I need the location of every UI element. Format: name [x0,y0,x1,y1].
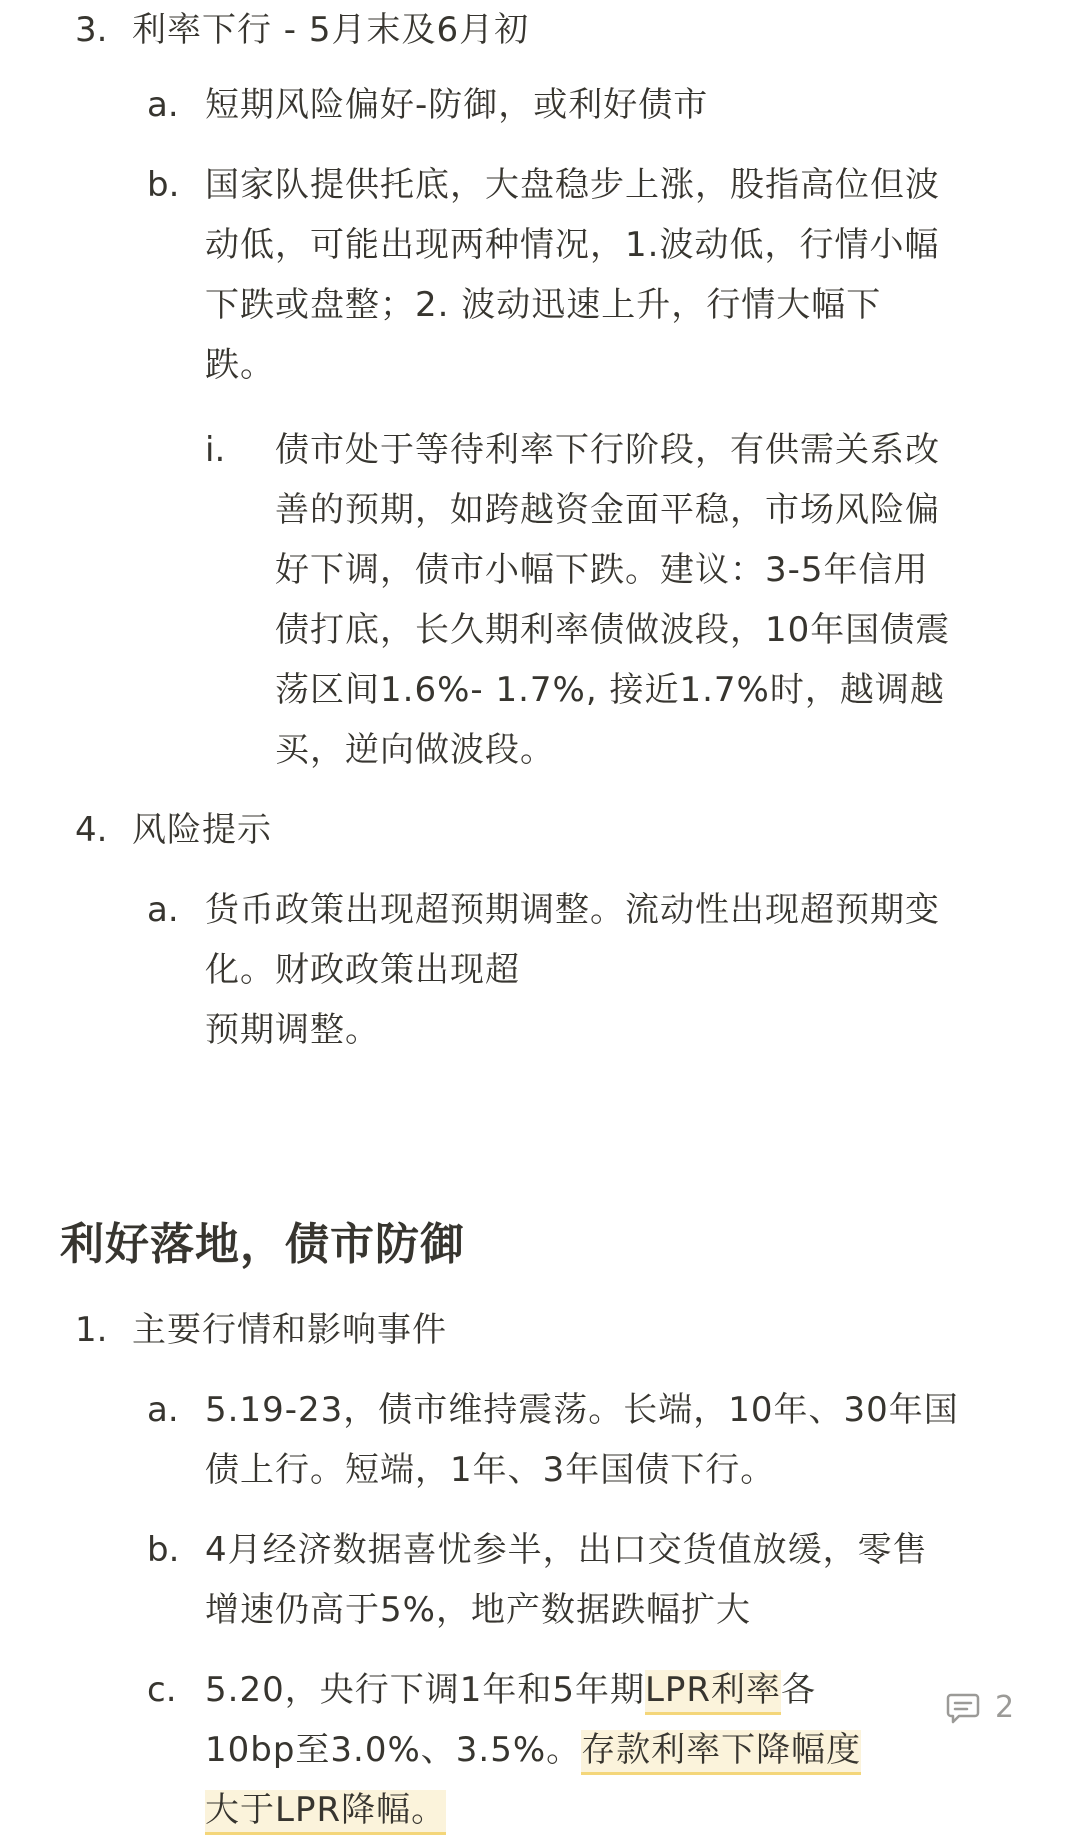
highlighted-text[interactable]: 大于LPR降幅。 [205,1790,446,1835]
list-item-text: 5.19-23，债市维持震荡。长端，10年、30年国 [205,1390,959,1430]
list-item-text: 4月经济数据喜忧参半，出口交货值放缓，零售 [205,1530,928,1570]
list-item-text: 好下调，债市小幅下跌。建议：3-5年信用 [275,550,929,590]
list-marker: c. [147,1670,177,1710]
comment-count: 2 [995,1690,1015,1725]
comment-badge[interactable] [945,1690,1014,1725]
list-item-text: 债打底，长久期利率债做波段，10年国债震 [275,610,951,650]
list-item-text: 债上行。短端，1年、3年国债下行。 [205,1450,776,1490]
list-item-text: 善的预期，如跨越资金面平稳，市场风险偏 [275,490,940,530]
list-marker: a. [147,1390,179,1430]
list-item-title: 利率下行 - 5月末及6月初 [132,10,530,50]
list-marker: b. [147,1530,180,1570]
list-item-text: 下跌或盘整；2. 波动迅速上升，行情大幅下 [205,285,882,325]
list-marker: a. [147,85,179,125]
list-item-text: 国家队提供托底，大盘稳步上涨，股指高位但波 [205,165,940,205]
list-item-text: 短期风险偏好-防御，或利好债市 [205,85,709,125]
list-item-text [205,1720,861,1780]
list-item-text: 荡区间1.6%- 1.7%, 接近1.7%时，越调越 [275,670,945,710]
list-marker: b. [147,165,180,205]
highlighted-text[interactable]: 存款利率下降幅度 [581,1730,861,1775]
list-item-text: 跌。 [205,345,275,385]
list-item-title: 主要行情和影响事件 [132,1310,447,1350]
list-item-text: 债市处于等待利率下行阶段，有供需关系改 [275,430,940,470]
list-item-text: 增速仍高于5%，地产数据跌幅扩大 [205,1590,751,1630]
list-marker: i. [205,430,226,470]
list-item-title: 风险提示 [132,810,272,850]
list-item-text: 动低，可能出现两种情况，1.波动低，行情小幅 [205,225,940,265]
list-item-text: 货币政策出现超预期调整。流动性出现超预期变 [205,890,940,930]
list-item-text: 预期调整。 [205,1010,380,1050]
list-number: 3. [75,10,108,50]
list-item-text [205,1660,816,1720]
list-marker: a. [147,890,179,930]
text-segment: 各 [781,1670,817,1710]
highlighted-text[interactable]: LPR利率 [645,1670,781,1715]
list-number: 1. [75,1310,108,1350]
text-segment: 5.20，央行下调1年和5年期 [205,1670,645,1710]
list-item-text: 买，逆向做波段。 [275,730,555,770]
list-item-text: 化。财政政策出现超 [205,950,520,990]
list-item-text [205,1780,446,1840]
comment-icon [945,1691,981,1725]
text-segment: 10bp至3.0%、3.5%。 [205,1730,582,1770]
section-heading: 利好落地，债市防御 [60,1219,465,1270]
list-number: 4. [75,810,108,850]
